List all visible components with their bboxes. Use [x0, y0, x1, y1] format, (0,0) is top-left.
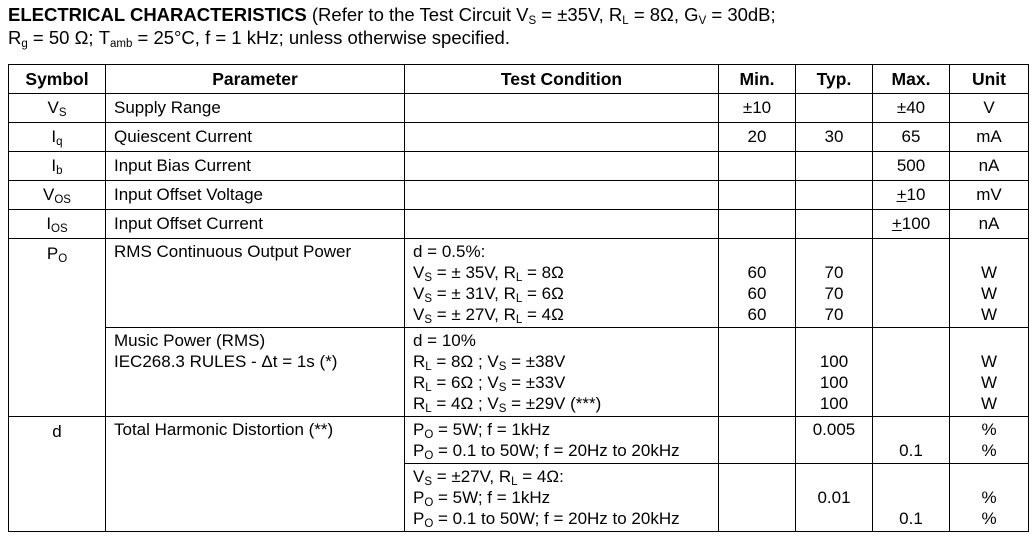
parameter-cell: Total Harmonic Distortion (**) [106, 417, 405, 532]
min-cell: 20 [719, 123, 796, 152]
min-cell [719, 210, 796, 239]
col-max: Max. [873, 65, 950, 94]
unit-cell: % % [950, 464, 1029, 532]
condition-cell [405, 464, 719, 532]
min-cell: ±10 [719, 94, 796, 123]
col-typ: Typ. [796, 65, 873, 94]
unit-cell: mA [950, 123, 1029, 152]
typ-cell [796, 181, 873, 210]
unit-cell: V [950, 94, 1029, 123]
min-cell [719, 152, 796, 181]
symbol-cell: $I_{OS}$ [9, 210, 106, 239]
typ-cell: 0.01 [796, 464, 873, 532]
condition-line: $V_S$ = ± 31V, $R_L = 6\Omega$ [413, 284, 564, 305]
condition-line: $V_S$ = ± 35V, $R_L = 8\Omega$ [413, 263, 564, 284]
condition-line: $R_L = 6\Omega$ ; $V_S = \pm 33V$ [413, 373, 566, 394]
condition-line: $P_O = 5W$; f = 1kHz [413, 488, 551, 509]
unit-cell: nA [950, 210, 1029, 239]
parameter-cell: Music Power (RMS) IEC268.3 RULES - Δt = 1s (*) [106, 328, 405, 417]
parameter-cell: Supply Range [106, 94, 405, 123]
unit-cell: % % [950, 417, 1029, 464]
table-header-row [9, 65, 1029, 94]
typ-cell: 30 [796, 123, 873, 152]
max-cell: 500 [873, 152, 950, 181]
symbol-cell: $I_b$ [9, 152, 106, 181]
condition-line: $V_S = \pm 27V$, $R_L = 4\Omega$: [413, 467, 564, 488]
condition-line: $R_L = 4\Omega$ ; $V_S = \pm 29V$ (***) [413, 394, 602, 415]
min-cell [719, 417, 796, 464]
table-row-vs [9, 94, 1029, 123]
condition-cell [405, 152, 719, 181]
max-cell: ±40 [873, 94, 950, 123]
col-unit: Unit [950, 65, 1029, 94]
condition-cell: d = 0.5%: $V_S$ = ± 35V, $R_L = 8\Omega$ $V_S$ = ± 31V, $R_L = 6\Omega$ $V_S$ = ± 27V, $R_L = 4\Omega$ [405, 239, 719, 328]
header [8, 3, 776, 49]
condition-line: $R_L = 8\Omega$ ; $V_S = \pm 38V$ [413, 352, 566, 373]
characteristics-table [8, 64, 1029, 532]
min-cell [719, 181, 796, 210]
max-cell: 0.1 [873, 417, 950, 464]
max-cell: +100 [873, 210, 950, 239]
unit-cell: nA [950, 152, 1029, 181]
min-cell: 60 60 60 [719, 239, 796, 328]
typ-cell [796, 210, 873, 239]
symbol-cell: $I_q$ [9, 123, 106, 152]
max-cell: 0.1 [873, 464, 950, 532]
unit-cell: mV [950, 181, 1029, 210]
parameter-cell: Input Bias Current [106, 152, 405, 181]
table-row-po [9, 239, 1029, 328]
min-cell [719, 464, 796, 532]
table-row-ib [9, 152, 1029, 181]
parameter-cell: Quiescent Current [106, 123, 405, 152]
typ-cell: 70 70 70 [796, 239, 873, 328]
max-cell: 65 [873, 123, 950, 152]
header-line-2: $R_g = 50$ Ω; $T_{amb} = 25^\circ C$, f = 1 kHz; unless otherwise specified. [8, 27, 510, 50]
condition-cell [405, 94, 719, 123]
col-parameter: Parameter [106, 65, 405, 94]
min-cell [719, 328, 796, 417]
typ-cell: 0.005 [796, 417, 873, 464]
section-title: ELECTRICAL CHARACTERISTICS [8, 4, 307, 25]
unit-cell: W W W [950, 239, 1029, 328]
condition-line: $P_O = 0.1$ to 50W; f = 20Hz to 20kHz [413, 441, 680, 462]
max-cell [873, 328, 950, 417]
max-cell: +10 [873, 181, 950, 210]
typ-cell [796, 152, 873, 181]
condition-line: $P_O = 5W$; f = 1kHz [413, 420, 551, 441]
table-row-thd [9, 417, 1029, 464]
header-line-1: ELECTRICAL CHARACTERISTICS (Refer to the Test Circuit $V_S = \pm 35V$, $R_L = 8\Omega$, $G_V = 30dB$; [8, 4, 776, 27]
table-row-music-power [9, 328, 1029, 417]
table-row-ios [9, 210, 1029, 239]
condition-cell [405, 181, 719, 210]
condition-cell: d = 10% $R_L = 8\Omega$ ; $V_S = \pm 38V$ $R_L = 6\Omega$ ; $V_S = \pm 33V$ $R_L = 4\Omega$ ; $V_S = \pm 29V$ (***) [405, 328, 719, 417]
condition-line: $P_O = 0.1$ to 50W; f = 20Hz to 20kHz [413, 509, 680, 530]
col-test-condition: Test Condition [405, 65, 719, 94]
table-row-vos [9, 181, 1029, 210]
parameter-cell: Input Offset Current [106, 210, 405, 239]
col-symbol: Symbol [9, 65, 106, 94]
table-row-iq [9, 123, 1029, 152]
unit-cell: W W W [950, 328, 1029, 417]
symbol-cell: $P_O$ [9, 239, 106, 417]
symbol-cell: $V_S$ [9, 94, 106, 123]
symbol-cell: d [9, 417, 106, 532]
col-min: Min. [719, 65, 796, 94]
typ-cell: 100 100 100 [796, 328, 873, 417]
typ-cell [796, 94, 873, 123]
symbol-cell: $V_{OS}$ [9, 181, 106, 210]
parameter-cell: Input Offset Voltage [106, 181, 405, 210]
parameter-cell: RMS Continuous Output Power [106, 239, 405, 328]
condition-cell [405, 417, 719, 464]
condition-line: $V_S$ = ± 27V, $R_L = 4\Omega$ [413, 305, 564, 326]
condition-cell [405, 210, 719, 239]
condition-cell [405, 123, 719, 152]
max-cell [873, 239, 950, 328]
